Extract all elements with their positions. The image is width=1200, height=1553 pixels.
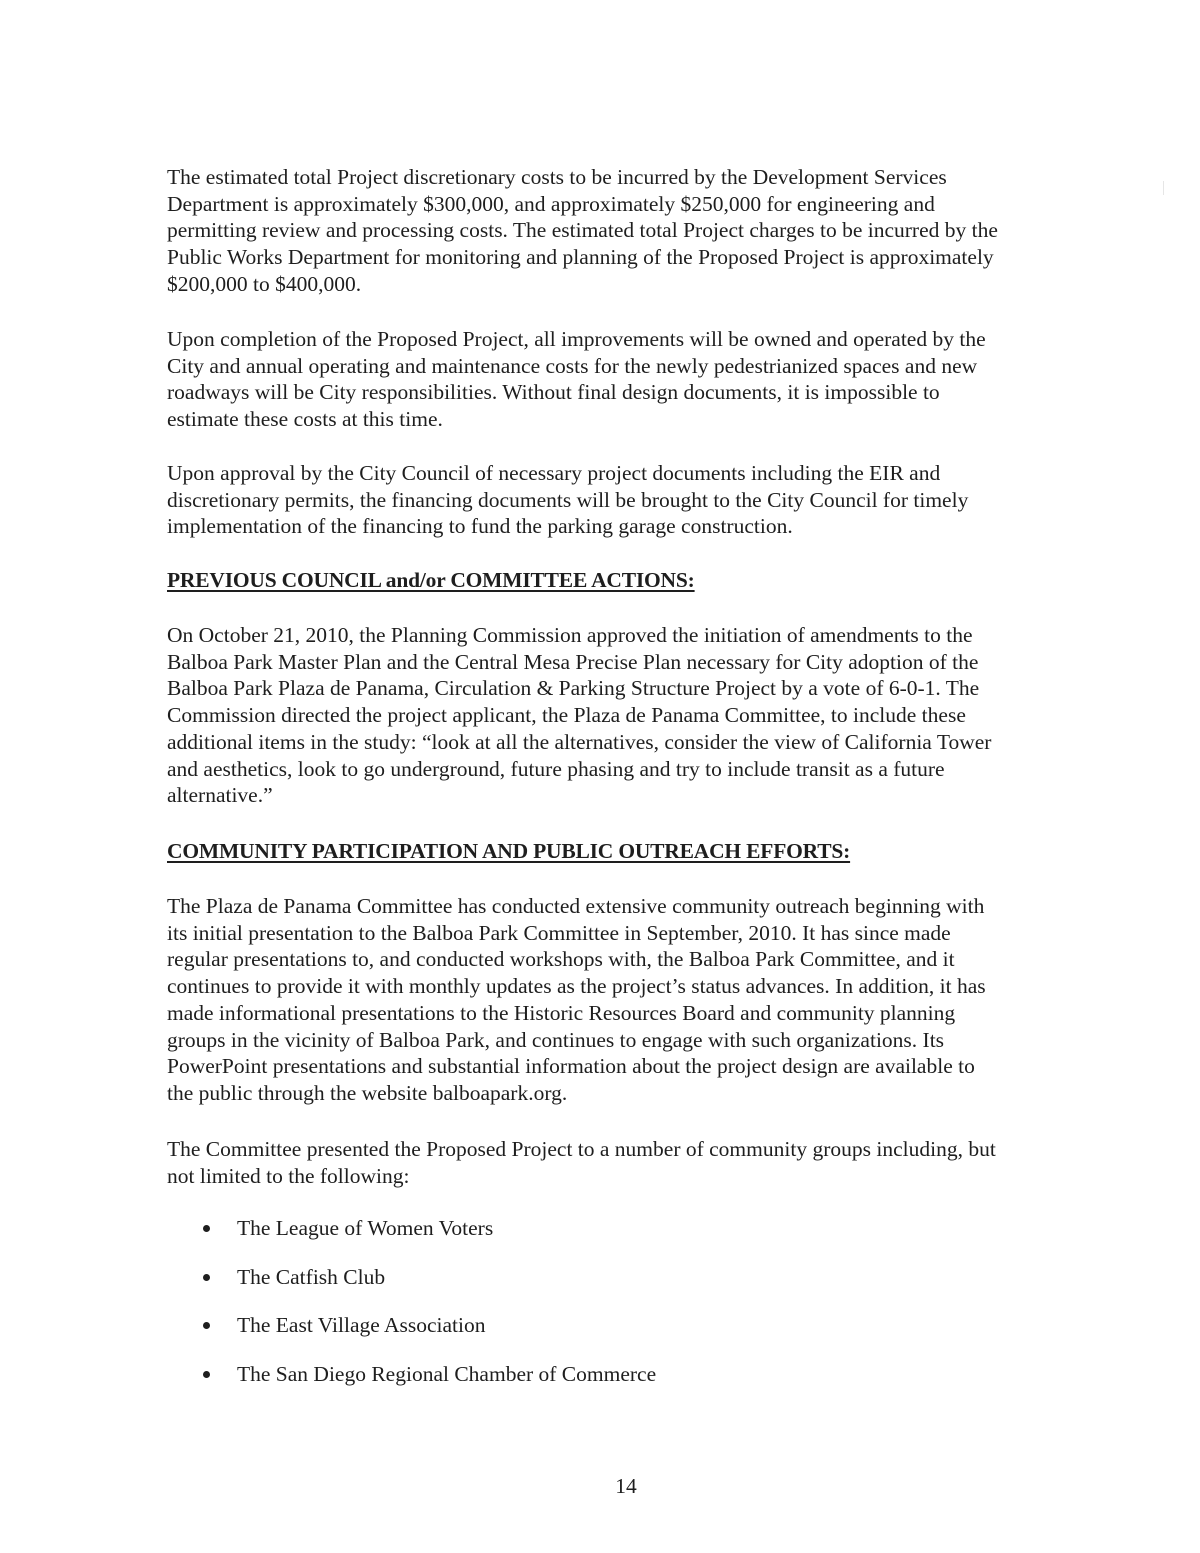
text-line: On October 21, 2010, the Planning Commission approved the initiation of amendments to the — [167, 623, 973, 647]
text-line: its initial presentation to the Balboa Park Committee in September, 2010. It has since made — [167, 920, 951, 945]
text-line: The Committee presented the Proposed Project to a number of community groups including, but — [167, 1137, 996, 1161]
text-line: Upon approval by the City Council of necessary project documents including the EIR and — [167, 461, 941, 485]
text-line: Commission directed the project applicant, the Plaza de Panama Committee, to include these — [167, 703, 966, 728]
text-line: Balboa Park Plaza de Panama, Circulation & Parking Structure Project by a vote of 6-0-1. The — [167, 676, 980, 701]
paragraph-completion-costs — [167, 326, 1107, 433]
text-line: Upon completion of the Proposed Project, all improvements will be owned and operated by the — [167, 327, 986, 351]
text-line: alternative.” — [167, 783, 273, 808]
paragraph-financing-approval — [167, 460, 1107, 540]
text-line: estimate these costs at this time. — [167, 407, 443, 432]
bullet-icon — [203, 1322, 210, 1329]
text-line: the public through the website balboapark.org. — [167, 1080, 568, 1105]
text-line: The estimated total Project discretionary costs to be incurred by the Development Services — [167, 165, 947, 189]
text-line: not limited to the following: — [167, 1163, 410, 1188]
text-line: regular presentations to, and conducted workshops with, the Balboa Park Committee, and it — [167, 947, 955, 972]
section-heading-public-outreach: COMMUNITY PARTICIPATION AND PUBLIC OUTREACH EFFORTS: — [167, 839, 851, 863]
text-line: Public Works Department for monitoring and planning of the Proposed Project is approximately — [167, 245, 994, 270]
text-line: The Plaza de Panama Committee has conducted extensive community outreach beginning with — [167, 894, 985, 918]
text-line: groups in the vicinity of Balboa Park, and continues to engage with such organizations. Its — [167, 1027, 945, 1052]
text-line: roadways will be City responsibilities. Without final design documents, it is impossible to — [167, 380, 940, 405]
text-line: PowerPoint presentations and substantial information about the project design are available to — [167, 1054, 975, 1079]
section-heading-previous-actions: PREVIOUS COUNCIL and/or COMMITTEE ACTIONS: — [167, 568, 695, 592]
list-item-text: The San Diego Regional Chamber of Commerce — [237, 1361, 657, 1386]
page-number: 14 — [615, 1474, 637, 1498]
list-item-text: The East Village Association — [237, 1313, 486, 1337]
bullet-icon — [203, 1225, 210, 1232]
text-line: implementation of the financing to fund the parking garage construction. — [167, 514, 793, 539]
paragraph-previous-actions — [167, 622, 1107, 809]
bullet-icon — [203, 1274, 210, 1281]
paragraph-project-costs — [167, 164, 1107, 298]
paragraph-community-outreach — [167, 893, 1107, 1107]
text-line: additional items in the study: “look at all the alternatives, consider the view of California Tower — [167, 729, 992, 754]
text-line: Department is approximately $300,000, and approximately $250,000 for engineering and — [167, 191, 935, 216]
text-line: continues to provide it with monthly updates as the project’s status advances. In addition, it has — [167, 974, 986, 999]
list-item-text: The Catfish Club — [237, 1264, 386, 1289]
scan-artifact — [1163, 181, 1164, 195]
text-line: Balboa Park Master Plan and the Central Mesa Precise Plan necessary for City adoption of the — [167, 649, 979, 674]
bullet-icon — [203, 1371, 210, 1378]
text-line: made informational presentations to the Historic Resources Board and community planning — [167, 1000, 956, 1025]
text-line: discretionary permits, the financing documents will be brought to the City Council for timely — [167, 487, 969, 512]
list-item-text: The League of Women Voters — [237, 1216, 494, 1240]
text-line: $200,000 to $400,000. — [167, 271, 362, 296]
text-line: permitting review and processing costs. The estimated total Project charges to be incurred by the — [167, 218, 998, 243]
paragraph-community-groups-intro — [167, 1136, 1107, 1189]
text-line: and aesthetics, look to go underground, future phasing and try to include transit as a future — [167, 756, 945, 781]
text-line: City and annual operating and maintenance costs for the newly pedestrianized spaces and new — [167, 353, 978, 378]
